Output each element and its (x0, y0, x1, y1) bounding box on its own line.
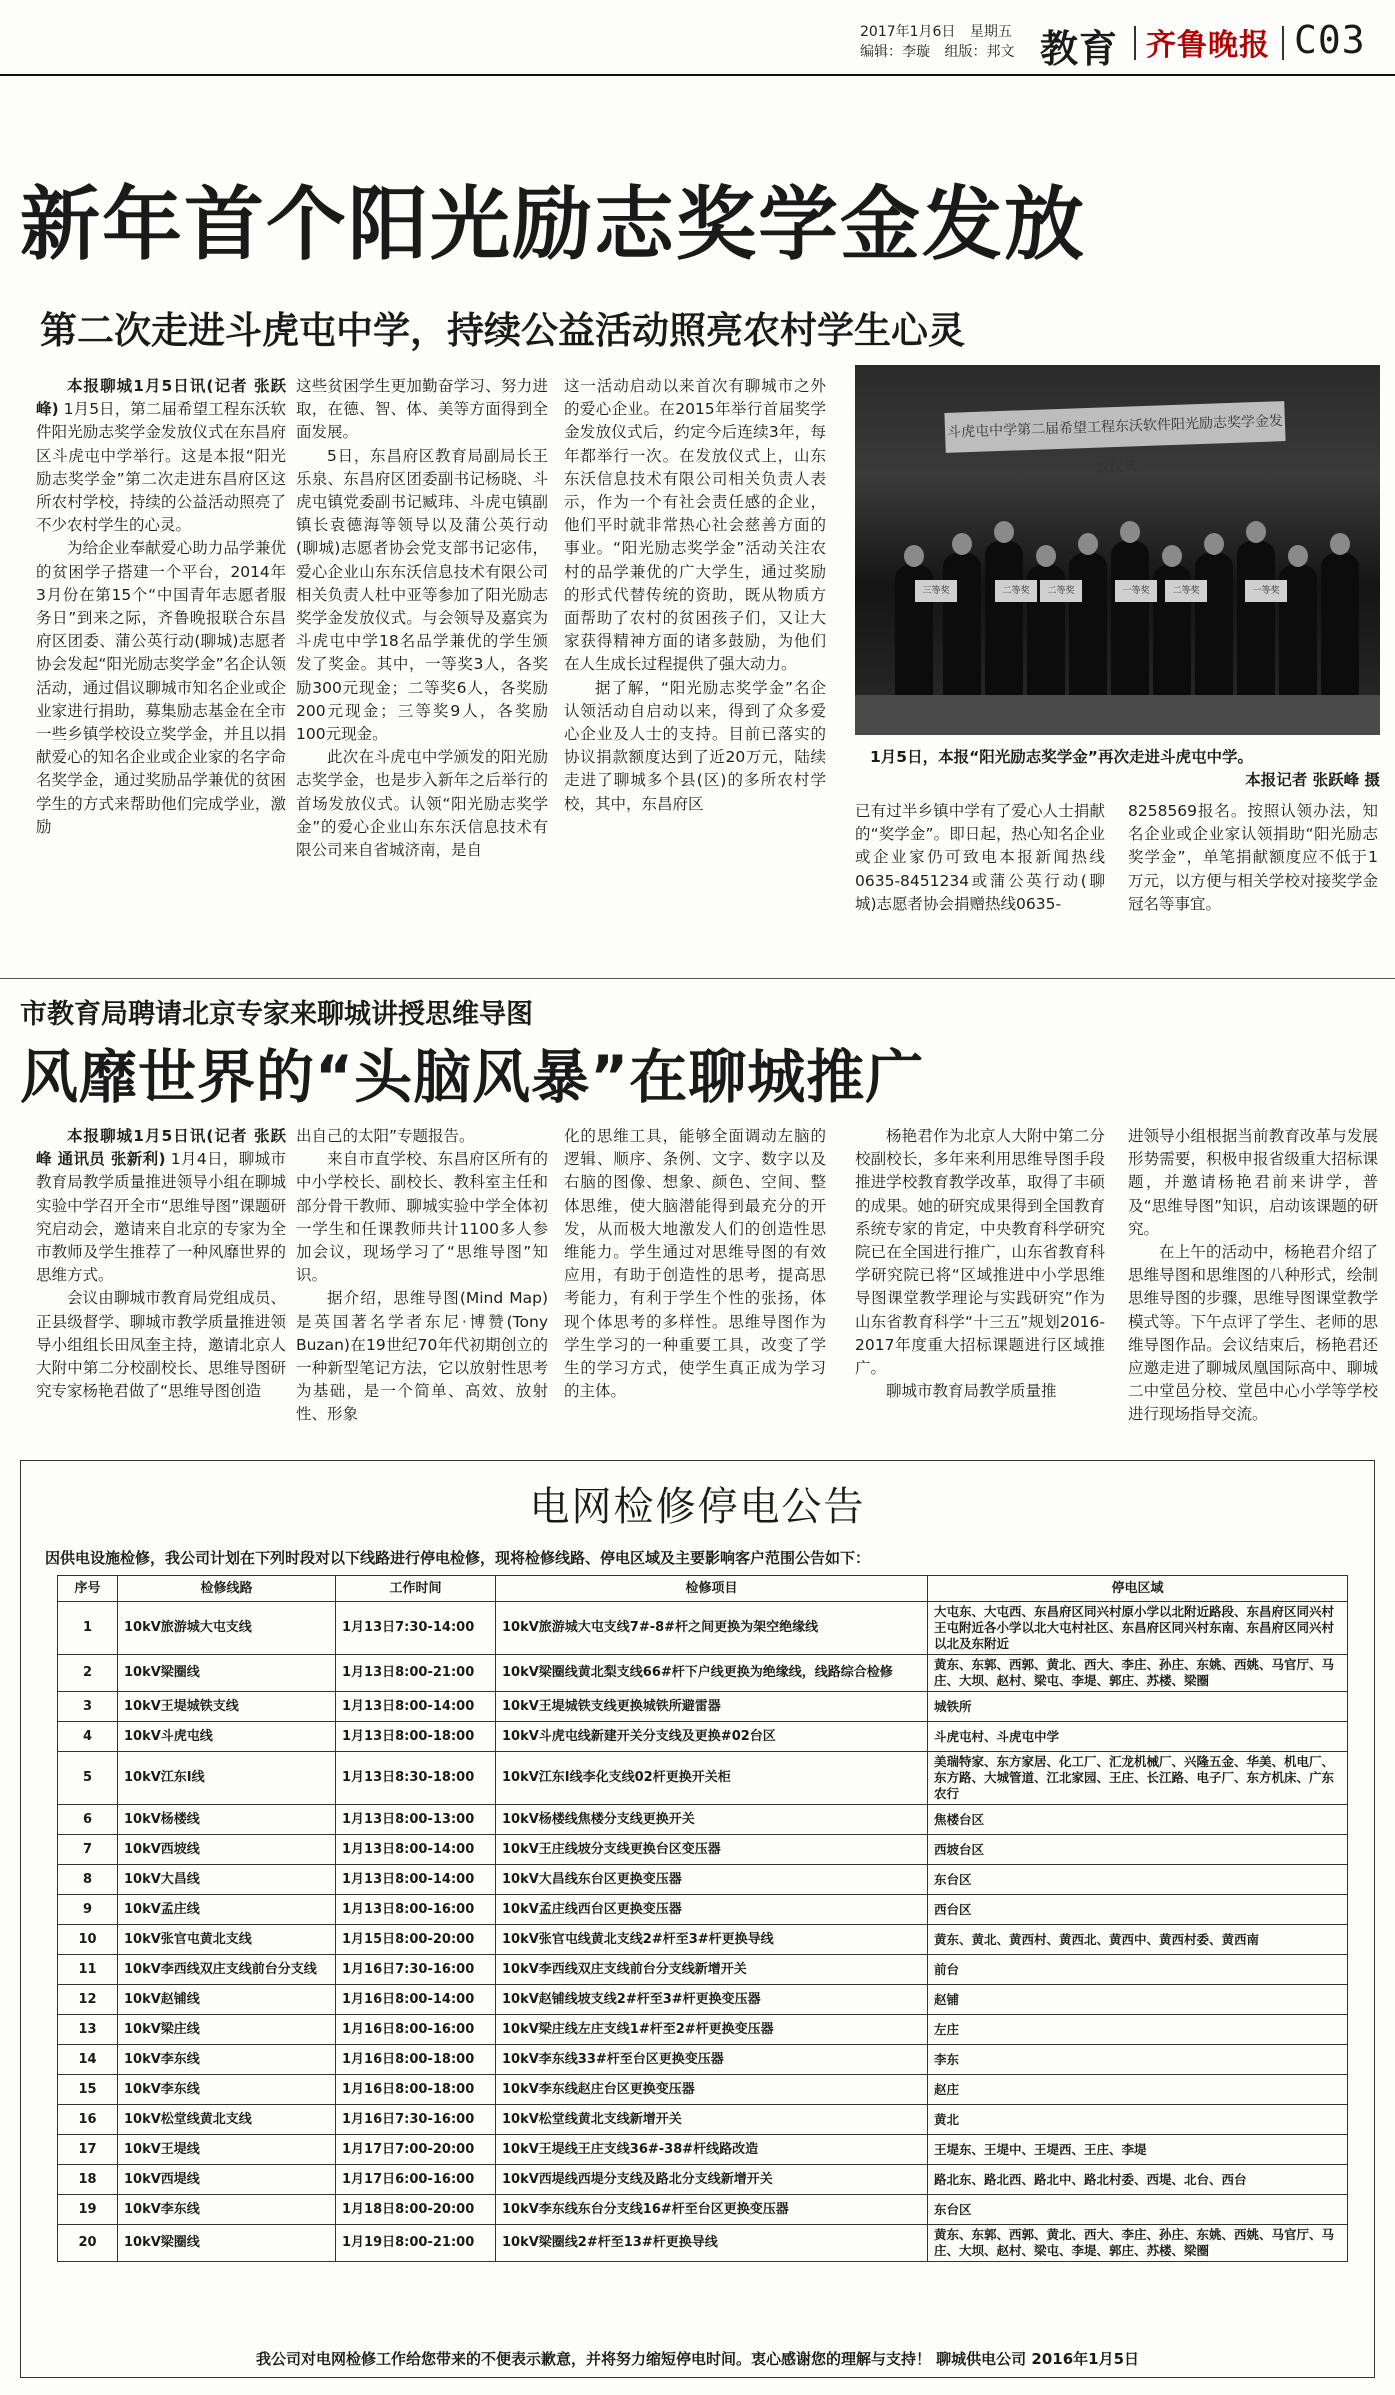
row-number: 17 (58, 2135, 118, 2165)
issue-weekday: 星期五 (969, 24, 1012, 40)
row-time: 1月13日8:00-14:00 (336, 1835, 496, 1865)
article-paragraph (1128, 1125, 1378, 1241)
col-header-line: 检修线路 (118, 1576, 336, 1602)
row-line: 10kV旅游城大屯支线 (118, 1602, 336, 1655)
table-row (58, 2105, 1348, 2135)
article-text: 聊城市教育局教学质量推 (886, 1382, 1057, 1401)
row-time: 1月13日8:00-21:00 (336, 1655, 496, 1692)
row-line: 10kV西堤线 (118, 2165, 336, 2195)
row-project: 10kV王庄线坡分支线更换台区变压器 (496, 1835, 928, 1865)
row-project: 10kV松堂线黄北支线新增开关 (496, 2105, 928, 2135)
award-card: 三等奖 (915, 580, 957, 602)
row-line: 10kV赵铺线 (118, 1985, 336, 2015)
table-row (58, 1722, 1348, 1752)
person-head (1246, 521, 1266, 543)
row-number: 7 (58, 1835, 118, 1865)
row-time: 1月13日8:00-18:00 (336, 1722, 496, 1752)
row-line: 10kV斗虎屯线 (118, 1722, 336, 1752)
row-line: 10kV王堤城铁支线 (118, 1692, 336, 1722)
row-area: 城铁所 (928, 1692, 1348, 1722)
row-area: 赵铺 (928, 1985, 1348, 2015)
row-number: 4 (58, 1722, 118, 1752)
article-text: 会议由聊城市教育局党组成员、正县级督学、聊城市教学质量推进领导小组组长田凤奎主持，邀请北京人大附中第二分校副校长、思维导图研究专家杨艳君做了“思维导图创造 (36, 1289, 286, 1401)
person-head (904, 545, 924, 567)
table-row (58, 1602, 1348, 1655)
row-number: 10 (58, 1925, 118, 1955)
row-area: 焦楼台区 (928, 1805, 1348, 1835)
article-text: 1月5日，第二届希望工程东沃软件阳光励志奖学金发放仪式在东昌府区斗虎屯中学举行。这是本报“阳光励志奖学金”第二次走进东昌府区这所农村学校，持续的公益活动照亮了不少农村学生的心灵。 (36, 400, 286, 535)
article-paragraph (1128, 1241, 1378, 1427)
article-paragraph (855, 1125, 1105, 1380)
row-project: 10kV梁圈线黄北梨支线66#杆下户线更换为绝缘线，线路综合检修 (496, 1655, 928, 1692)
row-project: 10kV大昌线东台区更换变压器 (496, 1865, 928, 1895)
row-number: 15 (58, 2075, 118, 2105)
table-row (58, 1985, 1348, 2015)
story1-column-4 (855, 800, 1105, 950)
story1-column-5 (1128, 800, 1378, 950)
row-number: 8 (58, 1865, 118, 1895)
article-text: 来自市直学校、东昌府区所有的中小学校长、副校长、教科室主任和部分骨干教师、聊城实验中学全体初一学生和任课教师共计1100多人参加会议，现场学习了“思维导图”知识。 (296, 1150, 548, 1285)
row-project: 10kV梁庄线左庄支线1#杆至2#杆更换变压器 (496, 2015, 928, 2045)
article-dateline: 本报聊城1月5日讯(记者 张跃峰) (36, 377, 286, 419)
row-time: 1月17日6:00-16:00 (336, 2165, 496, 2195)
row-area: 左庄 (928, 2015, 1348, 2045)
row-line: 10kV梁庄线 (118, 2015, 336, 2045)
story2-kicker: 市教育局聘请北京专家来聊城讲授思维导图 (20, 999, 533, 1030)
table-row (58, 1835, 1348, 1865)
article-paragraph (855, 800, 1105, 916)
article-text: 此次在斗虎屯中学颁发的阳光励志奖学金，也是步入新年之后举行的首场发放仪式。认领“阳光励志奖学金”的爱心企业山东东沃信息技术有限公司来自省城济南，是自 (296, 748, 548, 860)
person-figure (943, 553, 981, 715)
notice-footer: 我公司对电网检修工作给您带来的不便表示歉意，并将努力缩短停电时间。衷心感谢您的理解与支持！ 聊城供电公司 2016年1月5日 (255, 2350, 1140, 2368)
article-text: 1月4日，聊城市教育局教学质量推进领导小组在聊城实验中学召开全市“思维导图”课题研究启动会，邀请来自北京的专家为全市教师及学生推荐了一种风靡世界的思维方式。 (36, 1150, 286, 1285)
article-text: 8258569报名。按照认领办法，知名企业或企业家认领捐助“阳光励志奖学金”，单笔捐献额度应不低于1万元，以方便与相关学校对接奖学金冠名等事宜。 (1128, 802, 1378, 913)
row-area: 路北东、路北西、路北中、路北村委、西堤、北台、西台 (928, 2165, 1348, 2195)
story1-column-3 (564, 375, 826, 945)
table-row (58, 1805, 1348, 1835)
masthead-meta (860, 22, 1024, 62)
article-paragraph (296, 1125, 548, 1148)
article-paragraph (1128, 800, 1378, 916)
story2-column-1 (36, 1125, 286, 1445)
article-paragraph (855, 1380, 1105, 1403)
article-paragraph (296, 375, 548, 445)
person-figure (1237, 541, 1275, 715)
col-header-time: 工作时间 (336, 1576, 496, 1602)
row-number: 3 (58, 1692, 118, 1722)
row-project: 10kV王堤城铁支线更换城铁所避雷器 (496, 1692, 928, 1722)
row-time: 1月15日8:00-20:00 (336, 1925, 496, 1955)
row-line: 10kV李东线 (118, 2045, 336, 2075)
article-text: 这一活动启动以来首次有聊城市之外的爱心企业。在2015年举行首届奖学金发放仪式后，约定今后连续3年，每年都举行一次。在发放仪式上，山东东沃信息技术有限公司相关负责人表示，作为一个有社会责任感的企业，他们平时就非常热心社会慈善方面的事业。“阳光励志奖学金”活动关注农村的品学兼优的广大学生，通过奖励的形式代替传统的资助，既从物质方面帮助了农村的贫困孩子们，又让大家获得精神方面的诸多鼓励，为他们在人生成长过程提供了强大动力。 (564, 377, 826, 674)
outage-table-header (58, 1576, 1348, 1602)
photo-floor (855, 695, 1380, 735)
row-line: 10kV梁圈线 (118, 2225, 336, 2262)
row-area: 斗虎屯村、斗虎屯中学 (928, 1722, 1348, 1752)
row-area: 前台 (928, 1955, 1348, 1985)
article-text: 进领导小组根据当前教育改革与发展形势需要，积极申报省级重大招标课题，并邀请杨艳君前来讲学，普及“思维导图”知识，启动该课题的研究。 (1128, 1127, 1378, 1238)
row-time: 1月13日7:30-14:00 (336, 1602, 496, 1655)
row-number: 11 (58, 1955, 118, 1985)
row-area: 王堤东、王堤中、王堤西、王庄、李堤 (928, 2135, 1348, 2165)
row-area: 黄东、东郭、西郭、黄北、西大、李庄、孙庄、东姚、西姚、马官厅、马庄、大坝、赵村、梁屯、李堤、郭庄、苏楼、梁圈 (928, 1655, 1348, 1692)
col-header-project: 检修项目 (496, 1576, 928, 1602)
article-paragraph (564, 677, 826, 816)
row-line: 10kV王堤线 (118, 2135, 336, 2165)
row-project: 10kV梁圈线2#杆至13#杆更换导线 (496, 2225, 928, 2262)
row-area: 赵庄 (928, 2075, 1348, 2105)
row-time: 1月13日8:00-14:00 (336, 1692, 496, 1722)
masthead (0, 0, 1395, 70)
person-head (1330, 533, 1350, 555)
row-time: 1月18日8:00-20:00 (336, 2195, 496, 2225)
person-head (1036, 545, 1056, 567)
row-number: 13 (58, 2015, 118, 2045)
award-card: 一等奖 (1115, 580, 1157, 602)
issue-date: 2017年1月6日 (860, 24, 956, 40)
article-paragraph (564, 375, 826, 677)
person-head (1162, 545, 1182, 567)
story1-headline: 新年首个阳光励志奖学金发放 (20, 178, 1086, 271)
article-text: 据介绍，思维导图(Mind Map)是英国著名学者东尼·博赞(Tony Buzan)在19世纪70年代初期创立的一种新型笔记方法，它以放射性思考为基础，是一个简单、高效、放射性、形象 (296, 1289, 548, 1424)
row-time: 1月16日8:00-14:00 (336, 1985, 496, 2015)
row-project: 10kV李东线33#杆至台区更换变压器 (496, 2045, 928, 2075)
row-time: 1月16日8:00-18:00 (336, 2045, 496, 2075)
row-project: 10kV西堤线西堤分支线及路北分支线新增开关 (496, 2165, 928, 2195)
award-card: 一等奖 (1245, 580, 1287, 602)
page-number: C03 (1294, 18, 1366, 62)
story1-subheadline: 第二次走进斗虎屯中学，持续公益活动照亮农村学生心灵 (40, 309, 965, 352)
table-row (58, 1692, 1348, 1722)
row-area: 东台区 (928, 2195, 1348, 2225)
row-number: 5 (58, 1752, 118, 1805)
editor-credit: 编辑：李璇 (860, 44, 930, 60)
masthead-divider (1282, 26, 1284, 60)
row-line: 10kV江东I线 (118, 1752, 336, 1805)
designer-credit: 组版：邦文 (944, 44, 1015, 60)
table-row (58, 2045, 1348, 2075)
story2-headline: 风靡世界的“头脑风暴”在聊城推广 (20, 1043, 925, 1111)
row-area: 黄东、黄北、黄西村、黄西北、黄西中、黄西村委、黄西南 (928, 1925, 1348, 1955)
article-paragraph (296, 1148, 548, 1287)
article-text: 据了解，“阳光励志奖学金”名企认领活动自启动以来，得到了众多爱心企业及人士的支持。目前已落实的协议捐款额度达到了近20万元，陆续走进了聊城多个县(区)的多所农村学校，其中，东昌府区 (564, 678, 826, 813)
row-number: 16 (58, 2105, 118, 2135)
row-line: 10kV孟庄线 (118, 1895, 336, 1925)
row-project: 10kV斗虎屯线新建开关分支线及更换#02台区 (496, 1722, 928, 1752)
row-area: 黄北 (928, 2105, 1348, 2135)
row-time: 1月19日8:00-21:00 (336, 2225, 496, 2262)
row-line: 10kV李东线 (118, 2195, 336, 2225)
person-head (1204, 533, 1224, 555)
outage-table (57, 1575, 1348, 2262)
photo-caption-text: 1月5日，本报“阳光励志奖学金”再次走进斗虎屯中学。 (870, 748, 1253, 766)
row-area: 美瑞特家、东方家居、化工厂、汇龙机械厂、兴隆五金、华美、机电厂、东方路、大城管道、江北家园、王庄、长江路、电子厂、东方机床、广东农行 (928, 1752, 1348, 1805)
row-number: 18 (58, 2165, 118, 2195)
table-row (58, 2165, 1348, 2195)
photo-credit: 本报记者 张跃峰 摄 (1245, 771, 1380, 789)
row-time: 1月16日7:30-16:00 (336, 1955, 496, 1985)
article-dateline: 本报聊城1月5日讯(记者 张跃峰 通讯员 张新利) (36, 1127, 286, 1169)
story2-column-5 (1128, 1125, 1378, 1445)
row-area: 李东 (928, 2045, 1348, 2075)
person-figure (1321, 553, 1359, 715)
notice-title: 电网检修停电公告 (529, 1484, 866, 1530)
story2-column-2 (296, 1125, 548, 1445)
person-head (1078, 533, 1098, 555)
row-project: 10kV李东线东台分支线16#杆至台区更换变压器 (496, 2195, 928, 2225)
story1-column-2 (296, 375, 548, 945)
masthead-rule (0, 74, 1395, 76)
table-row (58, 1655, 1348, 1692)
award-card: 二等奖 (1040, 580, 1082, 602)
row-line: 10kV李西线双庄支线前台分支线 (118, 1955, 336, 1985)
row-project: 10kV杨楼线焦楼分支线更换开关 (496, 1805, 928, 1835)
row-area: 大屯东、大屯西、东昌府区同兴村原小学以北附近路段、东昌府区同兴村王屯附近各小学以北大屯村社区、东昌府区同兴村东南、东昌府区同兴村以北及东附近 (928, 1602, 1348, 1655)
row-project: 10kV江东I线李化支线02杆更换开关柜 (496, 1752, 928, 1805)
row-number: 20 (58, 2225, 118, 2262)
award-card: 二等奖 (995, 580, 1037, 602)
story-divider (0, 978, 1395, 979)
story2-column-4 (855, 1125, 1105, 1445)
row-line: 10kV李东线 (118, 2075, 336, 2105)
row-line: 10kV松堂线黄北支线 (118, 2105, 336, 2135)
row-time: 1月13日8:00-14:00 (336, 1865, 496, 1895)
table-row (58, 1865, 1348, 1895)
row-area: 东台区 (928, 1865, 1348, 1895)
person-head (1120, 521, 1140, 543)
article-paragraph (296, 1287, 548, 1426)
row-number: 12 (58, 1985, 118, 2015)
row-area: 黄东、东郭、西郭、黄北、西大、李庄、孙庄、东姚、西姚、马官厅、马庄、大坝、赵村、梁屯、李堤、郭庄、苏楼、梁圈 (928, 2225, 1348, 2262)
row-number: 1 (58, 1602, 118, 1655)
row-line: 10kV杨楼线 (118, 1805, 336, 1835)
row-project: 10kV旅游城大屯支线7#-8#杆之间更换为架空绝缘线 (496, 1602, 928, 1655)
article-paragraph (564, 1125, 826, 1403)
row-time: 1月13日8:00-13:00 (336, 1805, 496, 1835)
paper-logo: 齐鲁晚报 (1146, 28, 1270, 63)
person-head (1288, 545, 1308, 567)
table-row (58, 1955, 1348, 1985)
table-row (58, 2225, 1348, 2262)
story2-column-3 (564, 1125, 826, 1445)
person-figure (985, 541, 1023, 715)
row-project: 10kV孟庄线西台区更换变压器 (496, 1895, 928, 1925)
table-row (58, 1895, 1348, 1925)
table-row (58, 2135, 1348, 2165)
photo-banner: 斗虎屯中学第二届希望工程东沃软件阳光励志奖学金发放仪式 (944, 401, 1285, 453)
row-project: 10kV李东线赵庄台区更换变压器 (496, 2075, 928, 2105)
row-area: 西坡台区 (928, 1835, 1348, 1865)
section-name: 教育 (1040, 27, 1119, 71)
row-time: 1月13日8:30-18:00 (336, 1752, 496, 1805)
article-paragraph (296, 746, 548, 862)
person-figure (1195, 553, 1233, 715)
row-time: 1月13日8:00-16:00 (336, 1895, 496, 1925)
row-line: 10kV大昌线 (118, 1865, 336, 1895)
masthead-divider (1134, 26, 1136, 60)
photo-caption (870, 746, 1380, 792)
article-paragraph (296, 445, 548, 747)
row-project: 10kV张官屯线黄北支线2#杆至3#杆更换导线 (496, 1925, 928, 1955)
col-header-area: 停电区域 (928, 1576, 1348, 1602)
article-paragraph (36, 1287, 286, 1403)
row-area: 西台区 (928, 1895, 1348, 1925)
row-line: 10kV张官屯黄北支线 (118, 1925, 336, 1955)
table-row (58, 1752, 1348, 1805)
table-row (58, 2075, 1348, 2105)
article-paragraph (36, 375, 286, 537)
notice-intro: 因供电设施检修，我公司计划在下列时段对以下线路进行停电检修，现将检修线路、停电区域及主要影响客户范围公告如下： (45, 1549, 871, 1567)
row-time: 1月16日8:00-18:00 (336, 2075, 496, 2105)
person-figure (1069, 553, 1107, 715)
person-head (994, 521, 1014, 543)
article-text: 化的思维工具，能够全面调动左脑的逻辑、顺序、条例、文字、数字以及右脑的图像、想象、颜色、空间、整体思维，使大脑潜能得到最充分的开发，从而极大地激发人们的创造性思维能力。学生通过对思维导图的有效应用，有助于创造性的思考，提高思考能力，有利于学生个性的张扬，体现个体思考的多样性。思维导图作为学生学习的一种重要工具，改变了学生的学习方式，使学生真正成为学习的主体。 (564, 1127, 826, 1401)
row-time: 1月17日7:00-20:00 (336, 2135, 496, 2165)
row-number: 14 (58, 2045, 118, 2075)
power-outage-notice (20, 1460, 1375, 2378)
row-line: 10kV梁圈线 (118, 1655, 336, 1692)
row-project: 10kV赵铺线坡支线2#杆至3#杆更换变压器 (496, 1985, 928, 2015)
ceremony-photo (855, 365, 1380, 735)
row-number: 19 (58, 2195, 118, 2225)
article-paragraph (36, 537, 286, 839)
row-time: 1月16日8:00-16:00 (336, 2015, 496, 2045)
table-row (58, 2195, 1348, 2225)
article-text: 已有过半乡镇中学有了爱心人士捐献的“奖学金”。即日起，热心知名企业或企业家仍可致电本报新闻热线0635-8451234或蒲公英行动(聊城)志愿者协会捐赠热线0635- (855, 802, 1105, 913)
row-project: 10kV王堤线王庄支线36#-38#杆线路改造 (496, 2135, 928, 2165)
row-time: 1月16日7:30-16:00 (336, 2105, 496, 2135)
award-card: 二等奖 (1165, 580, 1207, 602)
article-text: 出自己的太阳”专题报告。 (296, 1127, 475, 1145)
person-head (952, 533, 972, 555)
article-text: 这些贫困学生更加勤奋学习、努力进取，在德、智、体、美等方面得到全面发展。 (296, 377, 548, 442)
article-text: 杨艳君作为北京人大附中第二分校副校长，多年来利用思维导图手段推进学校教育教学改革，取得了丰硕的成果。她的研究成果得到全国教育系统专家的肯定，中央教育科学研究院已在全国进行推广，山东省教育科学研究院已将“区域推进中小学思维导图课堂教学理论与实践研究”作为山东省教育科学“十三五”规划2016-2017年度重大招标课题进行区域推广。 (855, 1127, 1105, 1378)
row-number: 6 (58, 1805, 118, 1835)
col-header-no: 序号 (58, 1576, 118, 1602)
table-row (58, 2015, 1348, 2045)
article-text: 为给企业奉献爱心助力品学兼优的贫困学子搭建一个平台，2014年3月份在第15个“中国青年志愿者服务日”到来之际，齐鲁晚报联合东昌府区团委、蒲公英行动(聊城)志愿者协会发起“阳光励志奖学金”名企认领活动，通过倡议聊城市知名企业或企业家进行捐助，募集励志基金在全市一些乡镇学校设立奖学金，并且以捐献爱心的知名企业或企业家的名字命名奖学金，通过奖励品学兼优的贫困学生的方式来帮助他们完成学业，激励 (36, 539, 286, 836)
row-number: 9 (58, 1895, 118, 1925)
table-row (58, 1925, 1348, 1955)
person-figure (1111, 541, 1149, 715)
article-text: 在上午的活动中，杨艳君介绍了思维导图和思维图的八种形式，绘制思维导图的步骤，思维导图课堂教学模式等。下午点评了学生、老师的思维导图作品。会议结束后，杨艳君还应邀走进了聊城凤凰国际高中、聊城二中堂邑分校、堂邑中心小学等学校进行现场指导交流。 (1128, 1243, 1378, 1424)
row-project: 10kV李西线双庄支线前台分支线新增开关 (496, 1955, 928, 1985)
article-text: 5日，东昌府区教育局副局长王乐泉、东昌府区团委副书记杨晓、斗虎屯镇党委副书记臧玮、斗虎屯镇副镇长袁德海等领导以及蒲公英行动(聊城)志愿者协会党支部书记宓伟，爱心企业山东东沃信息技术有限公司相关负责人杜中亚等参加了阳光励志奖学金发放仪式。与会领导及嘉宾为斗虎屯中学18名品学兼优的学生颁发了奖金。其中，一等奖3人，各奖励300元现金；二等奖6人，各奖励200元现金；三等奖9人，各奖励100元现金。 (296, 446, 548, 744)
article-paragraph (36, 1125, 286, 1287)
row-line: 10kV西坡线 (118, 1835, 336, 1865)
story1-column-1 (36, 375, 286, 945)
row-number: 2 (58, 1655, 118, 1692)
